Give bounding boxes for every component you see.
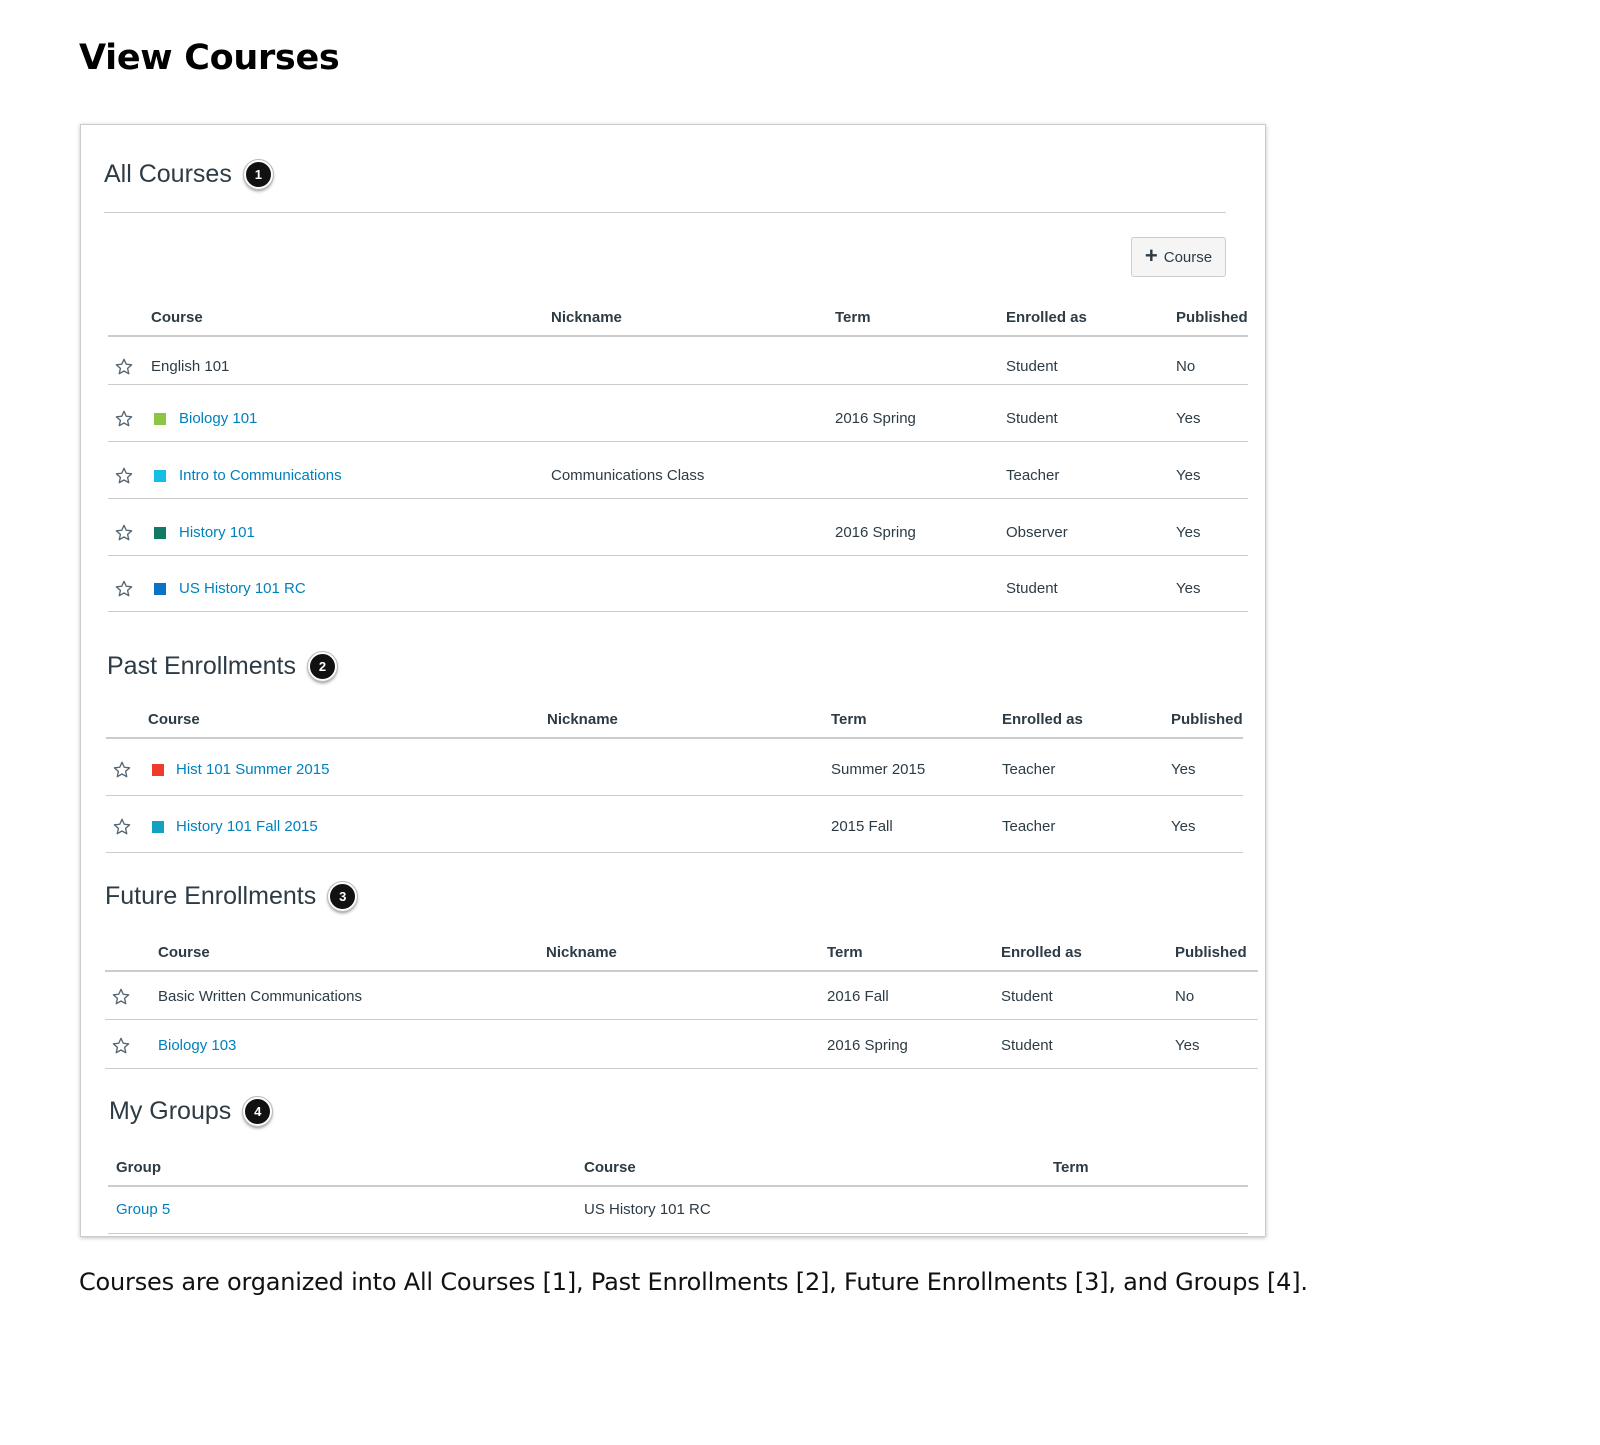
course-published: Yes — [1176, 524, 1201, 541]
all-courses-header-published: Published — [1176, 309, 1248, 326]
course-link[interactable]: History 101 Fall 2015 — [176, 818, 318, 835]
future-enrollments-title: Future Enrollments — [105, 882, 317, 910]
add-course-button[interactable] — [1131, 237, 1226, 277]
past-enrollments-header-published: Published — [1171, 711, 1243, 728]
header-divider — [108, 1185, 1248, 1187]
course-published: Yes — [1171, 761, 1196, 778]
future-enrollments-header-nickname: Nickname — [546, 944, 617, 961]
course-published: Yes — [1176, 410, 1201, 427]
course-color-swatch — [154, 583, 166, 595]
future-enrollments-heading — [105, 882, 357, 911]
header-divider — [106, 737, 1243, 739]
course-enrolled-as: Observer — [1006, 524, 1068, 541]
course-term: 2016 Spring — [835, 524, 916, 541]
course-link[interactable]: Biology 103 — [158, 1037, 237, 1054]
course-link[interactable]: Intro to Communications — [179, 467, 342, 484]
row-divider — [105, 1019, 1258, 1020]
group-link[interactable]: Group 5 — [116, 1201, 171, 1218]
course-enrolled-as: Student — [1001, 1037, 1053, 1054]
all-courses-header-nickname: Nickname — [551, 309, 622, 326]
all-courses-header-enrolled-as: Enrolled as — [1006, 309, 1087, 326]
past-enrollments-header-nickname: Nickname — [547, 711, 618, 728]
course-name: English 101 — [151, 358, 230, 375]
callout-badge-3: 3 — [328, 882, 357, 911]
course-color-swatch — [154, 527, 166, 539]
header-divider — [108, 335, 1248, 337]
favorite-star-icon[interactable] — [112, 817, 132, 837]
my-groups-header-course: Course — [584, 1159, 636, 1176]
course-link[interactable]: History 101 — [179, 524, 255, 541]
course-published: Yes — [1171, 818, 1196, 835]
favorite-star-icon[interactable] — [114, 409, 134, 429]
course-published: Yes — [1176, 580, 1201, 597]
past-enrollments-header-enrolled-as: Enrolled as — [1002, 711, 1083, 728]
all-courses-header-term: Term — [835, 309, 871, 326]
future-enrollments-header-term: Term — [827, 944, 863, 961]
my-groups-header-group: Group — [116, 1159, 161, 1176]
course-enrolled-as: Teacher — [1002, 761, 1056, 778]
callout-badge-2: 2 — [308, 652, 337, 681]
row-divider — [108, 441, 1248, 442]
course-term: 2016 Spring — [827, 1037, 908, 1054]
my-groups-header-term: Term — [1053, 1159, 1089, 1176]
future-enrollments-header-enrolled-as: Enrolled as — [1001, 944, 1082, 961]
caption: Courses are organized into All Courses [1], Past Enrollments [2], Future Enrollments [3], and Groups [4]. — [79, 1268, 1308, 1296]
callout-badge-1: 1 — [244, 160, 273, 189]
favorite-star-icon[interactable] — [111, 987, 131, 1007]
course-link[interactable]: US History 101 RC — [179, 580, 306, 597]
course-published: Yes — [1175, 1037, 1200, 1054]
course-link[interactable]: Hist 101 Summer 2015 — [176, 761, 330, 778]
course-published: Yes — [1176, 467, 1201, 484]
past-enrollments-heading — [107, 652, 337, 681]
header-divider — [105, 970, 1258, 972]
course-enrolled-as: Student — [1006, 410, 1058, 427]
row-divider — [108, 555, 1248, 556]
all-courses-header-course: Course — [151, 309, 203, 326]
course-term: Summer 2015 — [831, 761, 926, 778]
my-groups-heading — [109, 1097, 272, 1126]
course-color-swatch — [152, 821, 164, 833]
row-divider — [108, 498, 1248, 499]
my-groups-title: My Groups — [109, 1097, 232, 1125]
favorite-star-icon[interactable] — [114, 579, 134, 599]
page-title: View Courses — [79, 38, 340, 78]
course-enrolled-as: Student — [1006, 580, 1058, 597]
row-divider — [108, 384, 1248, 385]
course-term: 2016 Spring — [835, 410, 916, 427]
row-divider — [108, 611, 1248, 612]
course-published: No — [1175, 988, 1195, 1005]
row-divider — [105, 1068, 1258, 1069]
course-published: No — [1176, 358, 1196, 375]
future-enrollments-header-published: Published — [1175, 944, 1247, 961]
plus-icon: + — [1144, 243, 1158, 268]
row-divider — [108, 1233, 1248, 1234]
callout-badge-4: 4 — [243, 1097, 272, 1126]
course-term: 2016 Fall — [827, 988, 889, 1005]
course-color-swatch — [154, 413, 166, 425]
row-divider — [106, 795, 1243, 796]
course-color-swatch — [152, 764, 164, 776]
favorite-star-icon[interactable] — [114, 466, 134, 486]
all-courses-title: All Courses — [104, 160, 232, 188]
past-enrollments-header-term: Term — [831, 711, 867, 728]
course-enrolled-as: Teacher — [1006, 467, 1060, 484]
past-enrollments-header-course: Course — [148, 711, 200, 728]
course-nickname: Communications Class — [551, 467, 705, 484]
favorite-star-icon[interactable] — [112, 760, 132, 780]
course-link[interactable]: Biology 101 — [179, 410, 258, 427]
favorite-star-icon[interactable] — [114, 523, 134, 543]
all-courses-heading — [104, 160, 273, 189]
future-enrollments-header-course: Course — [158, 944, 210, 961]
group-course: US History 101 RC — [584, 1201, 711, 1218]
course-enrolled-as: Student — [1001, 988, 1053, 1005]
course-enrolled-as: Teacher — [1002, 818, 1056, 835]
course-name: Basic Written Communications — [158, 988, 362, 1005]
favorite-star-icon[interactable] — [111, 1036, 131, 1056]
add-course-label: Course — [1163, 248, 1213, 266]
course-term: 2015 Fall — [831, 818, 893, 835]
divider — [104, 212, 1226, 213]
row-divider — [106, 852, 1243, 853]
past-enrollments-title: Past Enrollments — [107, 652, 296, 680]
course-enrolled-as: Student — [1006, 358, 1058, 375]
course-color-swatch — [154, 470, 166, 482]
favorite-star-icon[interactable] — [114, 357, 134, 377]
